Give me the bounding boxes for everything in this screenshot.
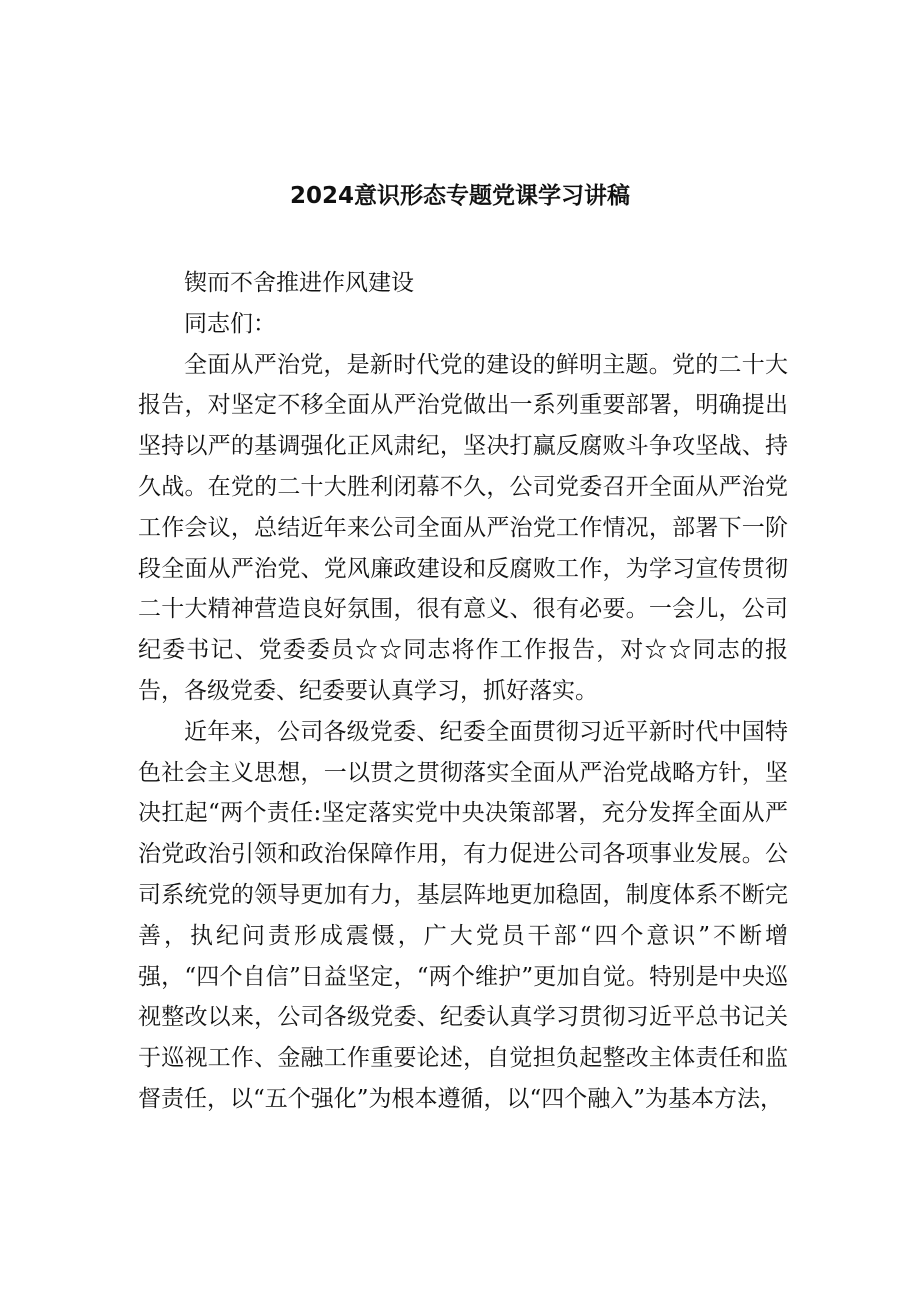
document-title: 2024意识形态专题党课学习讲稿 xyxy=(289,183,630,209)
document-body xyxy=(138,263,788,1120)
paragraph-1: 全面从严治党，是新时代党的建设的鲜明主题。党的二十大报告，对坚定不移全面从严治党做出一系列重要部署，明确提出坚持以严的基调强化正风肃纪，坚决打赢反腐败斗争攻坚战、持久战。在党的二十大胜利闭幕不久，公司党委召开全面从严治党工作会议，总结近年来公司全面从严治党工作情况，部署下一阶段全面从严治党、党风廉政建设和反腐败工作，为学习宣传贯彻二十大精神营造良好氛围，很有意义、很有必要。一会儿，公司纪委书记、党委委员☆☆同志将作工作报告，对☆☆同志的报告，各级党委、纪委要认真学习，抓好落实。 xyxy=(138,351,788,704)
subtitle-line: 锲而不舍推进作风建设 xyxy=(184,270,414,296)
paragraph-2: 近年来，公司各级党委、纪委全面贯彻习近平新时代中国特色社会主义思想，一以贯之贯彻落实全面从严治党战略方针，坚决扛起“两个责任:坚定落实党中央决策部署，充分发挥全面从严治党政治引领和政治保障作用，有力促进公司各项事业发展。公司系统党的领导更加有力，基层阵地更加稳固，制度体系不断完善，执纪问责形成震慑，广大党员干部“四个意识”不断增强，“四个自信”日益坚定，“两个维护”更加自觉。特别是中央巡视整改以来，公司各级党委、纪委认真学习贯彻习近平总书记关于巡视工作、金融工作重要论述，自觉担负起整改主体责任和监督责任，以“五个强化”为根本遵循，以“四个融入”为基本方法， xyxy=(138,718,788,1112)
salutation-line: 同志们： xyxy=(184,310,276,337)
